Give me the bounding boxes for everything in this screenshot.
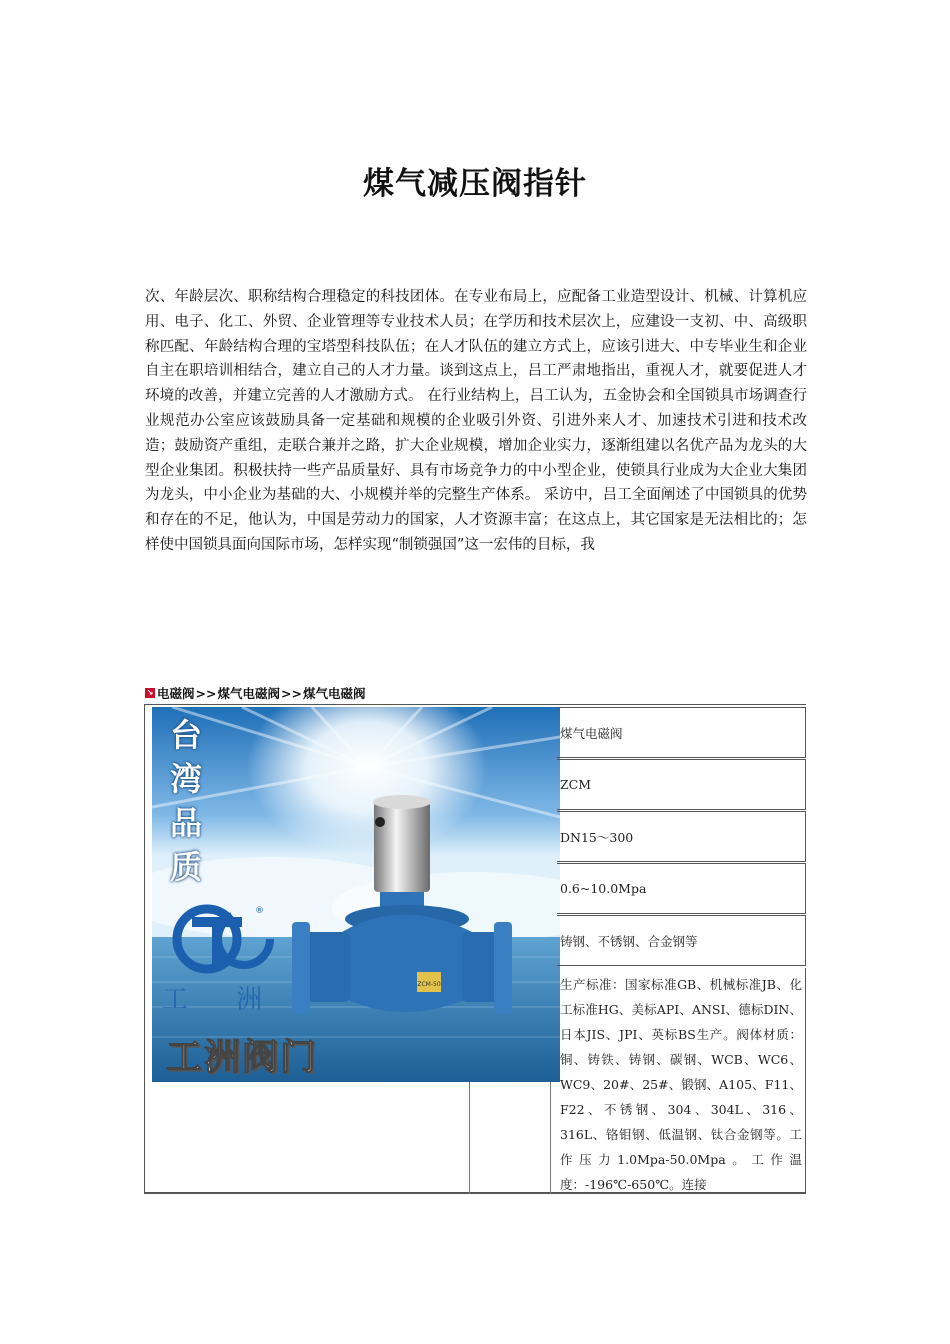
breadcrumb-item-current[interactable]: 煤气电磁阀 [302,686,366,701]
logo-subtext: 工 洲 [162,985,283,1015]
breadcrumb-separator: >> [195,685,217,701]
spec-pressure: 0.6~10.0Mpa [557,863,806,914]
page-title: 煤气减压阀指针 [363,166,587,202]
svg-text:®: ® [255,906,264,916]
nameplate-text: ZCM-50 [417,981,441,988]
breadcrumb [145,684,365,702]
table-divider [469,1082,470,1194]
arrow-icon: ↘ [146,688,154,697]
breadcrumb-item-gas-solenoid-valve[interactable]: 煤气电磁阀 [217,686,280,701]
vertical-slogan: 台 湾 品 质 [170,716,203,886]
breadcrumb-separator: >> [280,685,302,701]
spec-size: DN15～300 [557,811,806,862]
product-image [152,707,560,1082]
spec-name: 煤气电磁阀 [557,707,806,758]
spec-material: 铸钢、不锈钢、合金钢等 [557,915,806,966]
brand-text: 工洲阀门 [166,1037,319,1078]
breadcrumb-item-solenoid-valve[interactable]: 电磁阀 [157,686,195,701]
table-divider [550,1082,551,1194]
spec-description: 生产标准：国家标准GB、机械标准JB、化工标准HG、美标API、ANSI、德标DIN、日本JIS、JPI、英标BS生产。阀体材质：铜、铸铁、铸钢、碳钢、WCB、WC6、WC9、20#、25#、锻钢、A105、F11、F22、不锈钢、304、304L、316、316L、铬钼钢、低温钢、钛合金钢等。工作压力1.0Mpa-50.0Mpa。工作温度：-196℃-650℃。连接 [557,968,806,1192]
article-body: 次、年龄层次、职称结构合理稳定的科技团体。在专业布局上，应配备工业造型设计、机械、计算机应用、电子、化工、外贸、企业管理等专业技术人员；在学历和技术层次上，应建设一支初、中、高级职称匹配、年龄结构合理的宝塔型科技队伍；在人才队伍的建立方式上，应该引进大、中专毕业生和企业自主在职培训相结合，建立自己的人才力量。谈到这点上，吕工严肃地指出，重视人才，就要促进人才环境的改善，并建立完善的人才激励方式。 在行业结构上，吕工认为，五金协会和全国锁具市场调查行业规范办公室应该鼓励具备一定基础和规模的企业吸引外资、引进外来人才、加速技术引进和技术改造；鼓励资产重组，走联合兼并之路，扩大企业规模，增加企业实力，逐渐组建以名优产品为龙头的大型企业集团。积极扶持一些产品质量好、具有市场竞争力的中小型企业，使锁具行业成为大企业大集团为龙头，中小企业为基础的大、小规模并举的完整生产体系。 采访中，吕工全面阐述了中国锁具的优势和存在的不足，他认为，中国是劳动力的国家，人才资源丰富；在这点上，其它国家是无法相比的；怎样使中国锁具面向国际市场，怎样实现“制锁强国”这一宏伟的目标，我 [145,289,807,553]
spec-model: ZCM [557,759,806,810]
